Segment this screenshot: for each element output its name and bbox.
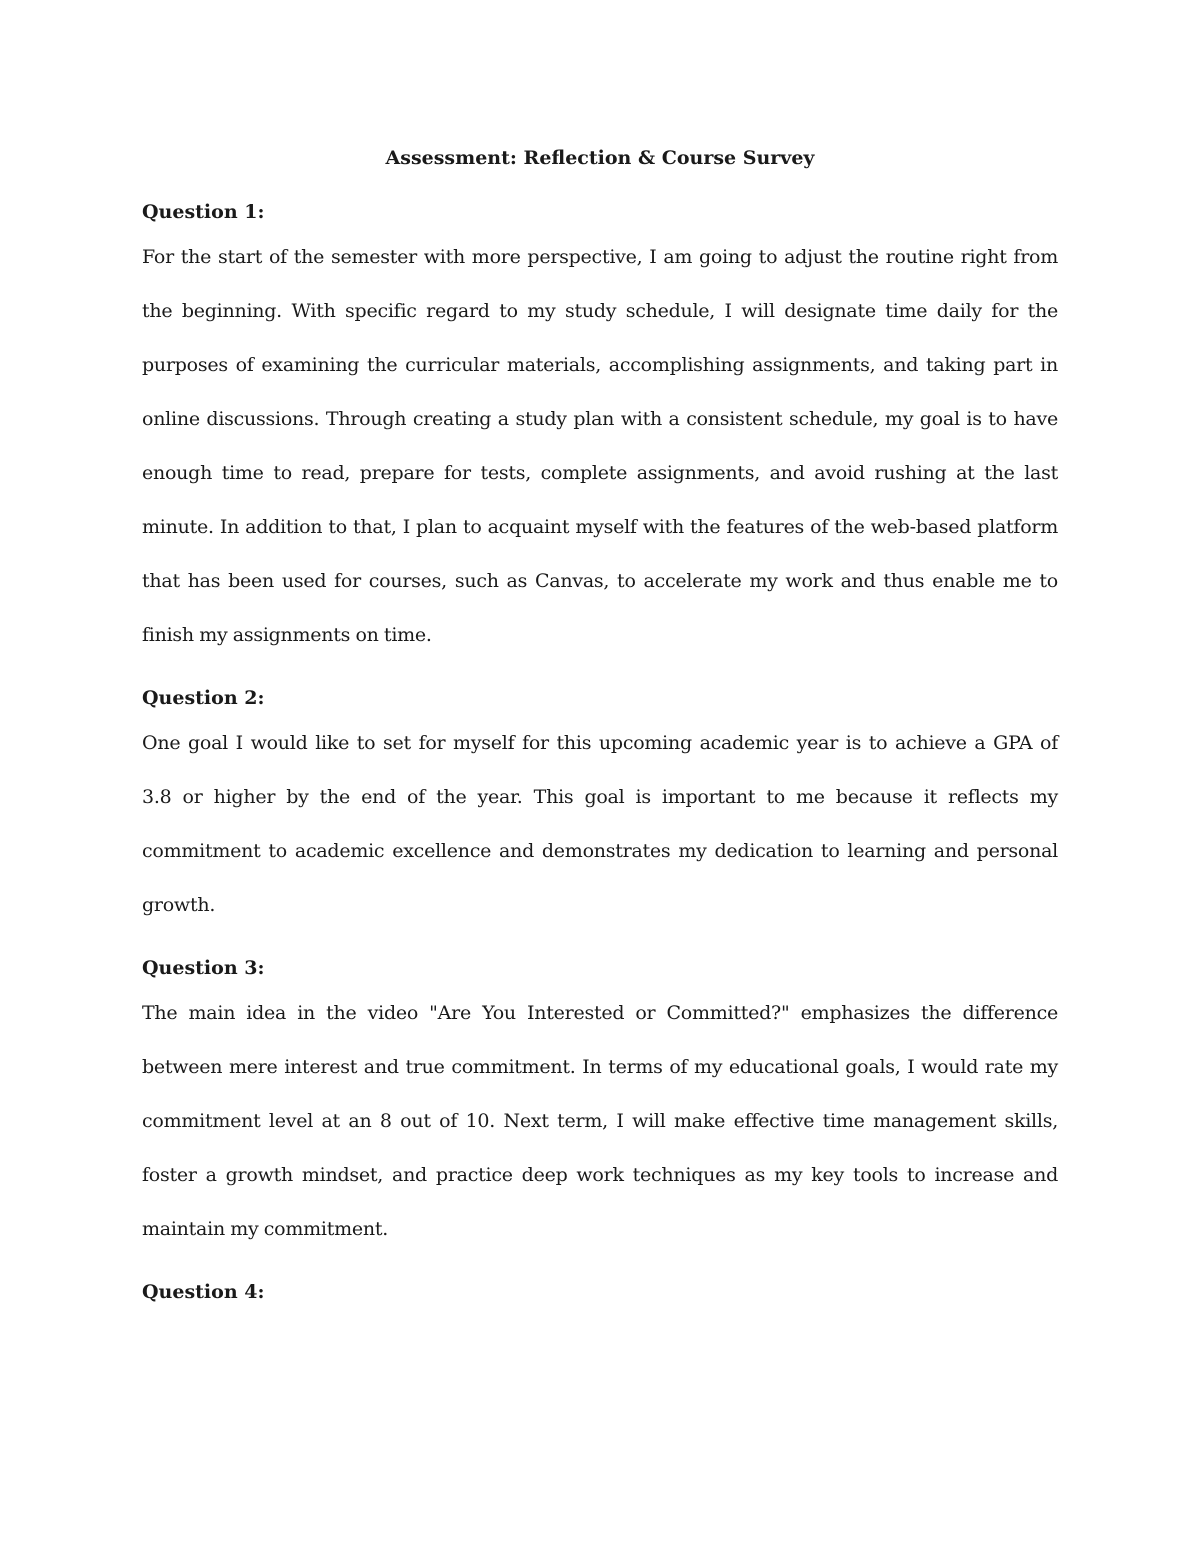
question-1-heading: Question 1: [142, 201, 265, 223]
answer-line: between mere interest and true commitment. In terms of my educational goals, I would rate my [142, 1056, 1058, 1078]
question-2-heading: Question 2: [142, 687, 265, 709]
answer-line: that has been used for courses, such as Canvas, to accelerate my work and thus enable me to [142, 570, 1058, 592]
answer-line: For the start of the semester with more perspective, I am going to adjust the routine right from [142, 246, 1058, 268]
document-title: Assessment: Reflection & Course Survey [385, 147, 815, 169]
answer-line: commitment level at an 8 out of 10. Next term, I will make effective time management skills, [142, 1110, 1058, 1132]
answer-line: One goal I would like to set for myself for this upcoming academic year is to achieve a GPA of [142, 732, 1058, 754]
question-3-answer [142, 986, 1058, 1256]
answer-line: commitment to academic excellence and demonstrates my dedication to learning and personal [142, 840, 1058, 862]
answer-line: purposes of examining the curricular materials, accomplishing assignments, and taking part in [142, 354, 1058, 376]
question-4-heading: Question 4: [142, 1281, 265, 1303]
question-1-answer [142, 230, 1058, 662]
question-2-answer [142, 716, 1058, 932]
answer-line: finish my assignments on time. [142, 624, 432, 646]
answer-line: 3.8 or higher by the end of the year. This goal is important to me because it reflects my [142, 786, 1058, 808]
answer-line: online discussions. Through creating a study plan with a consistent schedule, my goal is to have [142, 408, 1058, 430]
answer-line: maintain my commitment. [142, 1218, 389, 1240]
answer-line: foster a growth mindset, and practice deep work techniques as my key tools to increase and [142, 1164, 1058, 1186]
answer-line: growth. [142, 894, 216, 916]
question-3-heading: Question 3: [142, 957, 265, 979]
answer-line: The main idea in the video "Are You Interested or Committed?" emphasizes the difference [142, 1002, 1058, 1024]
answer-line: minute. In addition to that, I plan to acquaint myself with the features of the web-based platform [142, 516, 1058, 538]
document-body [142, 140, 1058, 1310]
answer-line: enough time to read, prepare for tests, complete assignments, and avoid rushing at the last [142, 462, 1058, 484]
answer-line: the beginning. With specific regard to my study schedule, I will designate time daily for the [142, 300, 1058, 322]
